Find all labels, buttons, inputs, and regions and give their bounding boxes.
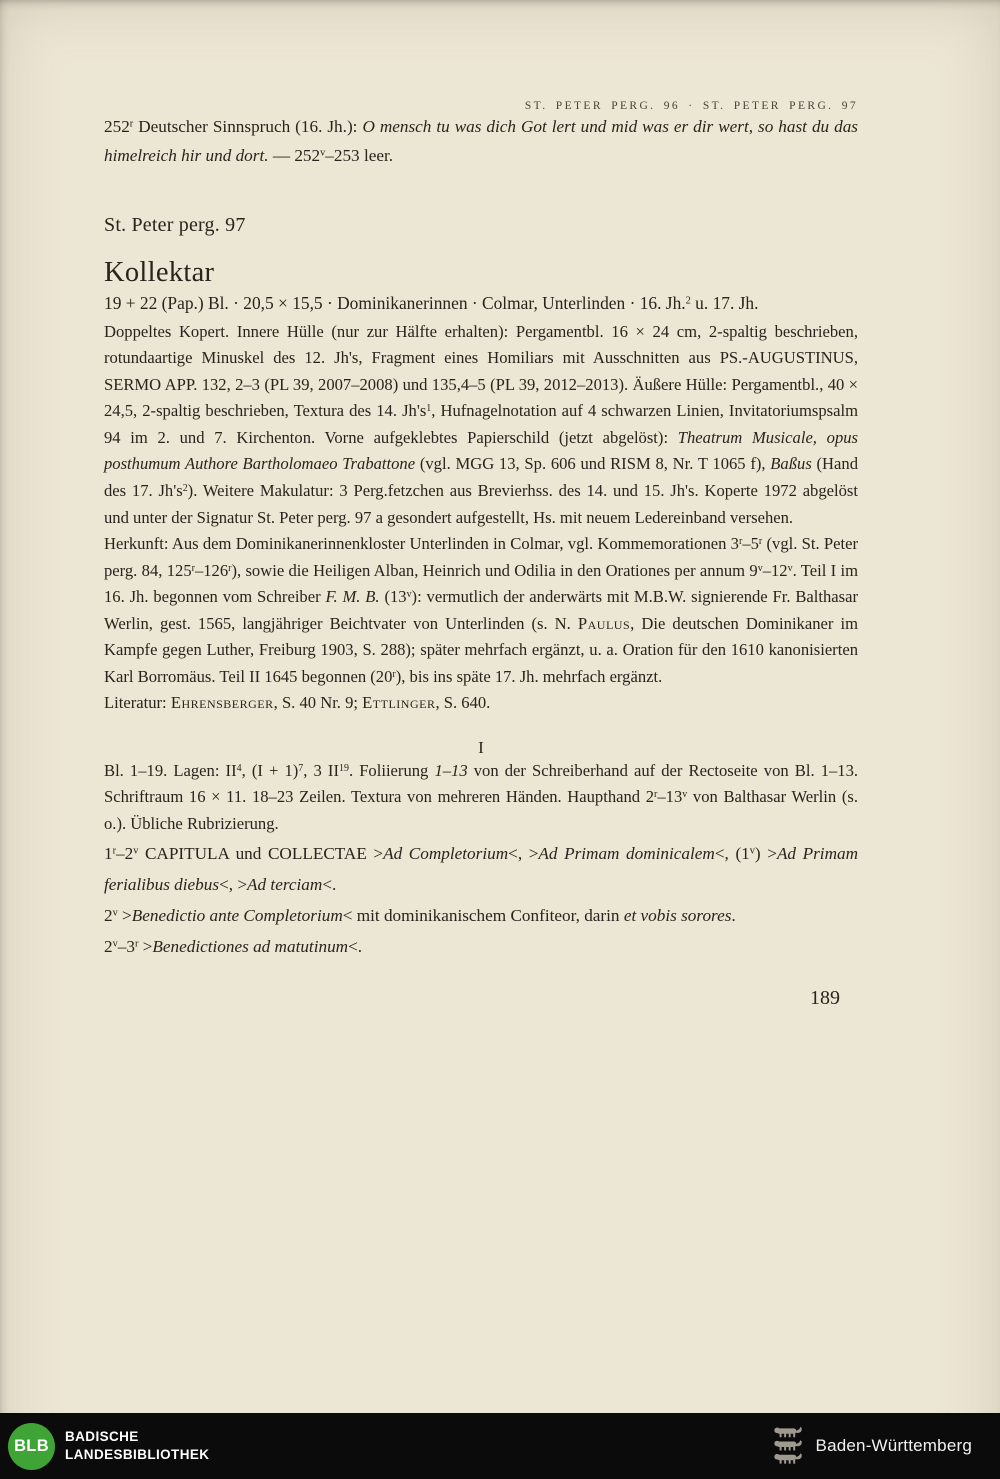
binding-description-paragraph: Doppeltes Kopert. Innere Hülle (nur zur Hälfte erhalten): Pergamentbl. 16 × 24 cm, 2-spaltig beschrieben, rotundaartige Minuskel des 12. Jh's, Fragment eines Homiliars mit Ausschnitten aus PS.-AUGUSTINUS, SERMO APP. 132, 2–3 (PL 39, 2007–2008) und 135,4–5 (PL 39, 2012–2013). Äußere Hülle: Pergamentbl., 40 × 24,5, 2-spaltig beschrieben, Textura des 14. $Jh's^1$, Hufnagelnotation auf 4 schwarzen Linien, Invitatoriumspsalm 94 im 2. und 7. Kirchenton. Vorne aufgeklebtes Papierschild (jetzt abgelöst): Theatrum Musicale, opus posthumum Authore Bartholomaeo Trabattone (vgl. MGG 13, Sp. 606 und RISM 8, Nr. T 1065 f), Baßus (Hand des 17. $Jh's^2$). Weitere Makulatur: 3 Perg.fetzchen aus Brevierhss. des 14. und 15. Jh's. Koperte 1972 abgelöst und unter der Signatur St. Peter perg. 97 a gesondert aufgestellt, Hs. mit neuem Ledereinband versehen. — [104, 321, 858, 527]
blb-logo-text: BLB — [14, 1436, 49, 1455]
library-name-line1: BADISCHE — [65, 1429, 139, 1445]
state-branding — [773, 1427, 1000, 1465]
manuscript-title: Kollektar — [104, 257, 215, 289]
physical-description-line: 19 + 22 (Pap.) Bl. · 20,5 × 15,5 · Dominikanerinnen · Colmar, Unterlinden · 16. Jh.$^2$ u. 17. Jh. — [104, 293, 759, 314]
page-content — [104, 0, 858, 1010]
baden-wuerttemberg-coat-of-arms-icon — [773, 1427, 806, 1465]
content-item: $2^v$ >Benedictio ante Completorium< mit dominikanischem Confiteor, darin et vobis sorores. — [104, 906, 736, 926]
codicology-paragraph: Bl. 1–19. Lagen: $II^4$, $(I + 1)^7$, 3 II$^{19}$. Foliierung 1–13 von der Schreiberhand auf der Rectoseite von Bl. 1–13. Schriftraum 16 × 11. 18–23 Zeilen. Textura von mehreren Händen. Haupthand 2$^r$–13$^v$ von Balthasar Werlin (s. o.). Übliche Rubrizierung. — [104, 760, 859, 833]
state-name: Baden-Württemberg — [815, 1436, 972, 1455]
library-name-line2: LANDESBIBLIOTHEK — [65, 1447, 210, 1462]
footer-bar — [0, 1413, 1000, 1479]
library-name — [65, 1428, 209, 1464]
literature-line: Literatur: Ehrensberger, S. 40 Nr. 9; Ettlinger, S. 640. — [104, 693, 491, 713]
content-item: $2^v-3^r$ >Benedictiones ad matutinum<. — [104, 937, 363, 957]
blb-logo — [8, 1423, 55, 1470]
part-one-heading: I — [478, 737, 484, 757]
content-item: 1$^r$–2$^v$ CAPITULA und COLLECTAE >Ad Completorium<, >Ad Primam dominicalem<, $(1^v) >Ad$ Primam ferialibus diebus<, >Ad terciam<. — [104, 843, 859, 894]
library-branding — [0, 1423, 209, 1470]
provenance-paragraph: Herkunft: Aus dem Dominikanerinnenkloster Unterlinden in Colmar, vgl. Kommemorationen 3$^r$–5$^r$ (vgl. St. Peter perg. 84, 125$^r$–126$^r$), sowie die Heiligen Alban, Heinrich und Odilia in den Orationes per annum 9$^v$–12$^v$. Teil I im 16. Jh. begonnen vom Schreiber F. M. B. (13$^v$): vermutlich der anderwärts mit M.B.W. signierende Fr. Balthasar Werlin, gest. 1565, langjähriger Beichtvater von Unterlinden (s. N. Paulus, Die deutschen Dominikaner im Kampfe gegen Luther, Freiburg 1903, S. 288); später mehrfach ergänzt, u. a. Oration für den 1610 kanonisierten Karl Borromäus. Teil II 1645 begonnen (20$^r$), bis ins späte 17. Jh. mehrfach ergänzt. — [104, 534, 859, 686]
entry-96-closing-paragraph: 252$^r$ Deutscher Sinnspruch (16. Jh.): O mensch tu was dich Got lert und mid was er dir wert, so hast du das himelreich hir und dort. — 252$^v$–253 leer. — [104, 117, 858, 166]
shelfmark-heading: St. Peter perg. 97 — [104, 214, 246, 237]
page-number: 189 — [810, 986, 840, 1009]
running-head: ST. PETER PERG. 96 · ST. PETER PERG. 97 — [524, 100, 858, 112]
